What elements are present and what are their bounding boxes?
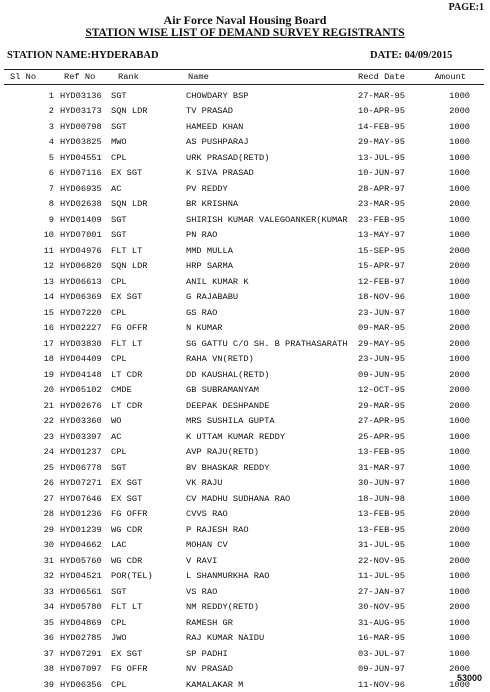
cell-amount: 1000 — [449, 431, 470, 442]
cell-recd-date: 27-APR-95 — [358, 416, 405, 426]
report-date: DATE: 04/09/2015 — [370, 50, 453, 61]
cell-sl-no: 31 — [43, 555, 54, 566]
cell-amount: 1000 — [449, 168, 470, 178]
cell-rank: AC — [111, 183, 122, 194]
cell-amount: 1000 — [449, 447, 470, 457]
cell-ref-no: HYD01236 — [60, 509, 102, 519]
header-amount: Amount — [434, 72, 466, 82]
cell-name: VK RAJU — [186, 478, 223, 488]
cell-name: DEEPAK DESHPANDE — [186, 400, 270, 411]
cell-sl-no: 28 — [43, 509, 54, 519]
cell-ref-no: HYD03830 — [60, 338, 102, 349]
cell-name: G RAJABABU — [186, 292, 239, 302]
cell-amount: 1000 — [449, 571, 470, 581]
cell-recd-date: 09-MAR-95 — [358, 323, 405, 333]
cell-recd-date: 22-NOV-95 — [358, 555, 405, 566]
cell-amount: 2000 — [449, 602, 470, 612]
cell-name: SG GATTU C/O SH. B PRATHASARATH — [186, 338, 348, 349]
table-header — [0, 71, 490, 84]
cell-amount: 1000 — [449, 230, 470, 240]
cell-name: MMD MULLA — [186, 245, 233, 256]
cell-name: GS RAO — [186, 307, 218, 318]
cell-name: CHOWDARY BSP — [186, 90, 249, 101]
table-row — [0, 663, 490, 676]
cell-recd-date: 23-JUN-97 — [358, 307, 405, 318]
cell-name: HAMEED KHAN — [186, 121, 244, 132]
cell-rank: POR(TEL) — [111, 571, 153, 581]
cell-sl-no: 5 — [48, 152, 54, 163]
table-row — [0, 307, 490, 320]
cell-sl-no: 7 — [48, 183, 54, 194]
cell-sl-no: 33 — [43, 586, 54, 597]
table-row — [0, 539, 490, 552]
cell-recd-date: 11-JUL-95 — [358, 571, 405, 581]
cell-rank: EX SGT — [111, 168, 143, 178]
cell-amount: 2000 — [449, 261, 470, 271]
cell-amount: 1000 — [449, 354, 470, 364]
cell-recd-date: 27-JAN-97 — [358, 586, 405, 597]
table-row — [0, 90, 490, 103]
cell-ref-no: HYD07220 — [60, 307, 102, 318]
cell-ref-no: HYD02638 — [60, 199, 102, 209]
cell-amount: 1000 — [449, 648, 470, 659]
table-row — [0, 152, 490, 165]
cell-rank: FLT LT — [111, 602, 143, 612]
cell-sl-no: 22 — [43, 416, 54, 426]
cell-recd-date: 13-FEB-95 — [358, 447, 405, 457]
header-sl-no: Sl No — [10, 72, 37, 82]
cell-sl-no: 27 — [43, 493, 54, 504]
cell-recd-date: 18-NOV-96 — [358, 292, 405, 302]
cell-name: RAJ KUMAR NAIDU — [186, 633, 265, 643]
cell-recd-date: 31-AUG-95 — [358, 617, 405, 628]
cell-amount: 2000 — [449, 555, 470, 566]
cell-recd-date: 30-NOV-95 — [358, 602, 405, 612]
cell-recd-date: 12-OCT-95 — [358, 385, 405, 395]
cell-rank: CPL — [111, 447, 127, 457]
cell-rank: CMDE — [111, 385, 132, 395]
cell-ref-no: HYD06561 — [60, 586, 102, 597]
table-row — [0, 384, 490, 397]
cell-amount: 2000 — [449, 509, 470, 519]
cell-rank: CPL — [111, 276, 127, 287]
cell-sl-no: 26 — [43, 478, 54, 488]
cell-sl-no: 21 — [43, 400, 54, 411]
cell-ref-no: HYD07116 — [60, 168, 102, 178]
cell-rank: SGT — [111, 586, 127, 597]
table-row — [0, 570, 490, 583]
cell-sl-no: 13 — [43, 276, 54, 287]
cell-recd-date: 15-SEP-95 — [358, 245, 405, 256]
cell-sl-no: 6 — [48, 168, 54, 178]
cell-name: VS RAO — [186, 586, 218, 597]
cell-rank: EX SGT — [111, 478, 143, 488]
cell-rank: SQN LDR — [111, 199, 148, 209]
cell-recd-date: 03-JUL-97 — [358, 648, 405, 659]
cell-rank: CPL — [111, 354, 127, 364]
cell-sl-no: 12 — [43, 261, 54, 271]
cell-sl-no: 36 — [43, 633, 54, 643]
cell-rank: WG CDR — [111, 524, 143, 535]
cell-amount: 1000 — [449, 540, 470, 550]
cell-recd-date: 12-FEB-97 — [358, 276, 405, 287]
cell-recd-date: 31-JUL-95 — [358, 540, 405, 550]
cell-recd-date: 29-MAY-95 — [358, 338, 405, 349]
cell-name: ANIL KUMAR K — [186, 276, 249, 287]
cell-ref-no: HYD03397 — [60, 431, 102, 442]
cell-sl-no: 38 — [43, 664, 54, 674]
cell-amount: 1000 — [449, 462, 470, 473]
cell-ref-no: HYD07001 — [60, 230, 102, 240]
cell-amount: 1000 — [449, 493, 470, 504]
cell-ref-no: HYD04976 — [60, 245, 102, 256]
cell-amount: 1000 — [449, 617, 470, 628]
table-row — [0, 601, 490, 614]
cell-sl-no: 11 — [43, 245, 54, 256]
cell-ref-no: HYD04521 — [60, 571, 102, 581]
cell-ref-no: HYD02785 — [60, 633, 102, 643]
cell-sl-no: 35 — [43, 617, 54, 628]
cell-ref-no: HYD01409 — [60, 214, 102, 225]
cell-ref-no: HYD02676 — [60, 400, 102, 411]
table-row — [0, 477, 490, 490]
cell-sl-no: 9 — [48, 214, 54, 225]
cell-name: NV PRASAD — [186, 664, 233, 674]
cell-ref-no: HYD03825 — [60, 137, 102, 147]
cell-amount: 1000 — [449, 586, 470, 597]
cell-amount: 1000 — [449, 679, 470, 690]
cell-amount: 1000 — [449, 152, 470, 163]
header-bottom-rule — [4, 84, 484, 85]
cell-name: DD KAUSHAL(RETD) — [186, 369, 270, 380]
cell-sl-no: 19 — [43, 369, 54, 380]
table-row — [0, 291, 490, 304]
cell-sl-no: 25 — [43, 462, 54, 473]
cell-rank: EX SGT — [111, 292, 143, 302]
cell-rank: FLT LT — [111, 338, 143, 349]
cell-rank: SQN LDR — [111, 106, 148, 116]
cell-recd-date: 13-JUL-95 — [358, 152, 405, 163]
cell-sl-no: 16 — [43, 323, 54, 333]
organization-name: Air Force Naval Housing Board — [163, 13, 327, 27]
table-row — [0, 524, 490, 537]
cell-name: HRP SARMA — [186, 261, 233, 271]
cell-sl-no: 17 — [43, 338, 54, 349]
cell-rank: LT CDR — [111, 400, 143, 411]
report-title: STATION WISE LIST OF DEMAND SURVEY REGISTRANTS — [85, 27, 405, 39]
cell-ref-no: HYD07271 — [60, 478, 102, 488]
cell-ref-no: HYD04409 — [60, 354, 102, 364]
cell-amount: 1000 — [449, 90, 470, 101]
table-row — [0, 136, 490, 149]
cell-rank: EX SGT — [111, 648, 143, 659]
cell-ref-no: HYD01239 — [60, 524, 102, 535]
header-name: Name — [188, 72, 209, 82]
cell-ref-no: HYD04869 — [60, 617, 102, 628]
cell-amount: 1000 — [449, 137, 470, 147]
cell-sl-no: 1 — [48, 90, 54, 101]
cell-amount: 1000 — [449, 276, 470, 287]
page-number: PAGE:1 — [448, 2, 484, 13]
cell-recd-date: 10-APR-95 — [358, 106, 405, 116]
cell-recd-date: 13-FEB-95 — [358, 524, 405, 535]
cell-name: SHIRISH KUMAR VALEGOANKER(KUMAR — [186, 214, 348, 225]
cell-name: BR KRISHNA — [186, 199, 239, 209]
cell-sl-no: 4 — [48, 137, 54, 147]
cell-ref-no: HYD06613 — [60, 276, 102, 287]
cell-rank: SGT — [111, 214, 127, 225]
cell-name: BV BHASKAR REDDY — [186, 462, 270, 473]
cell-sl-no: 39 — [43, 679, 54, 690]
cell-ref-no: HYD06935 — [60, 183, 102, 194]
table-row — [0, 260, 490, 273]
table-row — [0, 462, 490, 475]
header-top-rule — [4, 69, 484, 70]
cell-amount: 2000 — [449, 245, 470, 256]
cell-recd-date: 10-JUN-97 — [358, 168, 405, 178]
cell-recd-date: 30-JUN-97 — [358, 478, 405, 488]
table-row — [0, 214, 490, 227]
cell-amount: 2000 — [449, 400, 470, 411]
cell-sl-no: 15 — [43, 307, 54, 318]
cell-ref-no: HYD04662 — [60, 540, 102, 550]
table-row — [0, 617, 490, 630]
table-row — [0, 400, 490, 413]
cell-amount: 2000 — [449, 199, 470, 209]
cell-ref-no: HYD05780 — [60, 602, 102, 612]
cell-ref-no: HYD06356 — [60, 679, 102, 690]
cell-name: SP PADHI — [186, 648, 228, 659]
table-row — [0, 322, 490, 335]
cell-sl-no: 10 — [43, 230, 54, 240]
table-row — [0, 431, 490, 444]
cell-name: K SIVA PRASAD — [186, 168, 254, 178]
cell-ref-no: HYD04148 — [60, 369, 102, 380]
table-row — [0, 493, 490, 506]
table-row — [0, 245, 490, 258]
cell-ref-no: HYD04551 — [60, 152, 102, 163]
cell-recd-date: 31-MAR-97 — [358, 462, 405, 473]
cell-name: MOHAN CV — [186, 540, 228, 550]
cell-rank: CPL — [111, 679, 127, 690]
cell-amount: 1000 — [449, 121, 470, 132]
cell-sl-no: 34 — [43, 602, 54, 612]
cell-name: TV PRASAD — [186, 106, 233, 116]
cell-recd-date: 09-JUN-97 — [358, 664, 405, 674]
table-row — [0, 338, 490, 351]
table-row — [0, 632, 490, 645]
cell-ref-no: HYD07291 — [60, 648, 102, 659]
cell-sl-no: 23 — [43, 431, 54, 442]
cell-recd-date: 13-MAY-97 — [358, 230, 405, 240]
cell-ref-no: HYD06369 — [60, 292, 102, 302]
cell-sl-no: 37 — [43, 648, 54, 659]
cell-recd-date: 09-JUN-95 — [358, 369, 405, 380]
table-row — [0, 183, 490, 196]
cell-name: GB SUBRAMANYAM — [186, 385, 259, 395]
cell-amount: 1000 — [449, 416, 470, 426]
table-row — [0, 508, 490, 521]
table-row — [0, 369, 490, 382]
cell-sl-no: 32 — [43, 571, 54, 581]
cell-rank: SGT — [111, 121, 127, 132]
cell-ref-no: HYD05760 — [60, 555, 102, 566]
cell-name: RAHA VN(RETD) — [186, 354, 254, 364]
cell-sl-no: 20 — [43, 385, 54, 395]
cell-recd-date: 15-APR-97 — [358, 261, 405, 271]
cell-ref-no: HYD00798 — [60, 121, 102, 132]
table-row — [0, 415, 490, 428]
table-row — [0, 167, 490, 180]
cell-ref-no: HYD06778 — [60, 462, 102, 473]
cell-recd-date: 13-FEB-95 — [358, 509, 405, 519]
cell-rank: MWO — [111, 137, 127, 147]
cell-name: PN RAO — [186, 230, 218, 240]
cell-recd-date: 18-JUN-98 — [358, 493, 405, 504]
cell-amount: 2000 — [449, 369, 470, 380]
station-name: STATION NAME:HYDERABAD — [7, 50, 159, 61]
cell-name: L SHANMURKHA RAO — [186, 571, 270, 581]
cell-ref-no: HYD07097 — [60, 664, 102, 674]
cell-amount: 2000 — [449, 664, 470, 674]
cell-amount: 1000 — [449, 307, 470, 318]
header-ref-no: Ref No — [64, 72, 96, 82]
cell-rank: WO — [111, 416, 122, 426]
header-recd-date: Recd Date — [358, 72, 405, 82]
cell-ref-no: HYD05102 — [60, 385, 102, 395]
cell-ref-no: HYD03173 — [60, 106, 102, 116]
cell-name: V RAVI — [186, 555, 218, 566]
cell-name: NM REDDY(RETD) — [186, 602, 259, 612]
cell-rank: AC — [111, 431, 122, 442]
cell-ref-no: HYD03360 — [60, 416, 102, 426]
cell-recd-date: 14-FEB-95 — [358, 121, 405, 132]
cell-rank: CPL — [111, 307, 127, 318]
cell-ref-no: HYD03136 — [60, 90, 102, 101]
cell-name: URK PRASAD(RETD) — [186, 152, 270, 163]
cell-rank: SGT — [111, 90, 127, 101]
cell-sl-no: 18 — [43, 354, 54, 364]
cell-recd-date: 23-JUN-95 — [358, 354, 405, 364]
cell-amount: 1000 — [449, 214, 470, 225]
table-row — [0, 276, 490, 289]
cell-ref-no: HYD01237 — [60, 447, 102, 457]
cell-name: CV MADHU SUDHANA RAO — [186, 493, 291, 504]
page-total: 53000 — [456, 673, 482, 683]
table-row — [0, 648, 490, 661]
cell-amount: 1000 — [449, 292, 470, 302]
cell-recd-date: 25-APR-95 — [358, 431, 405, 442]
cell-name: P RAJESH RAO — [186, 524, 249, 535]
cell-rank: FG OFFR — [111, 323, 148, 333]
cell-amount: 1000 — [449, 633, 470, 643]
cell-recd-date: 11-NOV-96 — [358, 679, 405, 690]
cell-rank: FG OFFR — [111, 664, 148, 674]
cell-sl-no: 8 — [48, 199, 54, 209]
cell-rank: SQN LDR — [111, 261, 148, 271]
cell-amount: 2000 — [449, 323, 470, 333]
cell-rank: LAC — [111, 540, 127, 550]
cell-amount: 2000 — [449, 385, 470, 395]
cell-rank: SGT — [111, 462, 127, 473]
table-row — [0, 198, 490, 211]
cell-recd-date: 23-MAR-95 — [358, 199, 405, 209]
cell-recd-date: 16-MAR-95 — [358, 633, 405, 643]
cell-ref-no: HYD06820 — [60, 261, 102, 271]
cell-rank: WG CDR — [111, 555, 143, 566]
cell-rank: JWO — [111, 633, 127, 643]
cell-name: AVP RAJU(RETD) — [186, 447, 259, 457]
cell-rank: LT CDR — [111, 369, 143, 380]
cell-amount: 1000 — [449, 183, 470, 194]
cell-name: AS PUSHPARAJ — [186, 137, 249, 147]
table-row — [0, 586, 490, 599]
cell-rank: CPL — [111, 152, 127, 163]
cell-amount: 2000 — [449, 106, 470, 116]
cell-name: KAMALAKAR M — [186, 679, 244, 690]
cell-name: CVVS RAO — [186, 509, 228, 519]
header-rank: Rank — [118, 72, 139, 82]
cell-amount: 2000 — [449, 524, 470, 535]
cell-sl-no: 30 — [43, 540, 54, 550]
table-row — [0, 353, 490, 366]
table-row — [0, 105, 490, 118]
table-row — [0, 229, 490, 242]
cell-amount: 2000 — [449, 338, 470, 349]
cell-recd-date: 23-FEB-95 — [358, 214, 405, 225]
cell-rank: CPL — [111, 617, 127, 628]
cell-name: RAMESH GR — [186, 617, 233, 628]
cell-recd-date: 27-MAR-95 — [358, 90, 405, 101]
cell-name: MRS SUSHILA GUPTA — [186, 416, 275, 426]
cell-recd-date: 29-MAR-95 — [358, 400, 405, 411]
cell-sl-no: 29 — [43, 524, 54, 535]
cell-ref-no: HYD02227 — [60, 323, 102, 333]
cell-sl-no: 24 — [43, 447, 54, 457]
cell-sl-no: 3 — [48, 121, 54, 132]
cell-rank: FG OFFR — [111, 509, 148, 519]
cell-recd-date: 29-MAY-95 — [358, 137, 405, 147]
table-row — [0, 446, 490, 459]
cell-name: N KUMAR — [186, 323, 223, 333]
cell-ref-no: HYD07646 — [60, 493, 102, 504]
cell-name: K UTTAM KUMAR REDDY — [186, 431, 286, 442]
cell-amount: 1000 — [449, 478, 470, 488]
cell-rank: EX SGT — [111, 493, 143, 504]
cell-name: PV REDDY — [186, 183, 228, 194]
table-row — [0, 679, 490, 692]
cell-rank: SGT — [111, 230, 127, 240]
cell-recd-date: 28-APR-97 — [358, 183, 405, 194]
table-row — [0, 121, 490, 134]
cell-sl-no: 14 — [43, 292, 54, 302]
table-row — [0, 555, 490, 568]
cell-sl-no: 2 — [48, 106, 54, 116]
cell-rank: FLT LT — [111, 245, 143, 256]
